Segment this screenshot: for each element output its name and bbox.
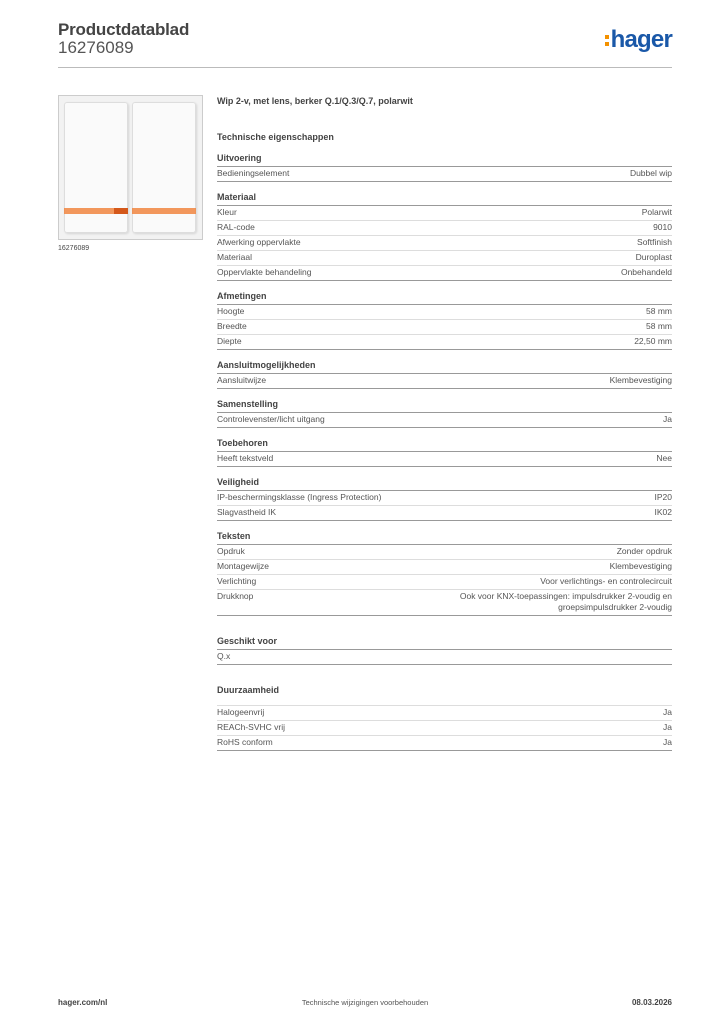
spec-content <box>217 96 672 751</box>
spec-row <box>217 575 672 590</box>
spec-label: Hoogte <box>217 306 245 316</box>
spec-row <box>217 221 672 236</box>
section-heading: Technische eigenschappen <box>217 132 334 142</box>
group-heading: Uitvoering <box>217 153 672 167</box>
spec-value: Ja <box>663 414 672 424</box>
spec-row <box>217 236 672 251</box>
spec-label: Drukknop <box>217 591 254 601</box>
spec-label: Slagvastheid IK <box>217 507 277 517</box>
spec-value: Voor verlichtings- en controlecircuit <box>540 576 672 586</box>
lens-indicator <box>114 208 128 214</box>
spec-value: 22,50 mm <box>634 336 672 346</box>
spec-row <box>217 590 672 616</box>
spec-value: 58 mm <box>646 306 672 316</box>
spec-row <box>217 506 672 521</box>
product-image <box>58 95 203 240</box>
spec-row <box>217 452 672 467</box>
spec-row <box>217 305 672 320</box>
group-heading: Samenstelling <box>217 399 672 413</box>
group-heading: Teksten <box>217 531 672 545</box>
spec-row <box>217 545 672 560</box>
spec-value: Onbehandeld <box>620 267 672 277</box>
footer-date: 08.03.2026 <box>631 998 672 1007</box>
spec-row <box>217 374 672 389</box>
spec-row <box>217 206 672 221</box>
spec-value: IP20 <box>654 492 672 502</box>
spec-value: Klembevestiging <box>609 375 672 385</box>
spec-value: Polarwit <box>641 207 672 217</box>
spec-label: IP-beschermingsklasse (Ingress Protection) <box>217 492 382 502</box>
brand-name: hager <box>610 26 672 53</box>
spec-label: Afwerking oppervlakte <box>217 237 301 247</box>
spec-row <box>217 706 672 721</box>
spec-value: IK02 <box>654 507 672 517</box>
rocker-right <box>132 102 196 233</box>
group-heading: Toebehoren <box>217 438 672 452</box>
spec-value: Nee <box>656 453 672 463</box>
rocker-left <box>64 102 128 233</box>
page-footer <box>58 998 672 1012</box>
lens-strip-right <box>132 208 196 214</box>
group-heading: Materiaal <box>217 192 672 206</box>
spec-label: Materiaal <box>217 252 252 262</box>
spec-value: Ja <box>663 737 672 747</box>
image-caption: 16276089 <box>58 245 90 252</box>
group-heading: Afmetingen <box>217 291 672 305</box>
article-number: 16276089 <box>58 38 134 57</box>
spec-row <box>217 721 672 736</box>
spec-value: Dubbel wip <box>629 168 672 178</box>
spec-value: Ook voor KNX-toepassingen: impulsdrukker 2-voudig en groepsimpulsdrukker 2-voudig <box>459 591 672 612</box>
logo-dots-icon <box>605 33 609 47</box>
spec-row <box>217 650 672 665</box>
spec-label: Q.x <box>217 651 231 661</box>
spec-value: 58 mm <box>646 321 672 331</box>
spec-label: REACh-SVHC vrij <box>217 722 286 732</box>
spec-label: Halogeenvrij <box>217 707 265 717</box>
spec-label: Breedte <box>217 321 247 331</box>
spec-label: Oppervlakte behandeling <box>217 267 312 277</box>
spec-label: Opdruk <box>217 546 245 556</box>
spec-row <box>217 266 672 281</box>
spec-value: Ja <box>663 722 672 732</box>
spec-row <box>217 251 672 266</box>
spec-label: Bedieningselement <box>217 168 290 178</box>
hager-logo <box>605 26 672 54</box>
group-heading: Geschikt voor <box>217 636 672 650</box>
spec-label: Aansluitwijze <box>217 375 267 385</box>
spec-label: RoHS conform <box>217 737 273 747</box>
group-divider <box>217 698 672 706</box>
spec-label: RAL-code <box>217 222 255 232</box>
spec-label: Diepte <box>217 336 242 346</box>
spec-row <box>217 560 672 575</box>
footer-url-link[interactable]: hager.com/nl <box>58 998 108 1007</box>
spec-row <box>217 167 672 182</box>
group-heading: Veiligheid <box>217 477 672 491</box>
header-divider <box>58 67 672 68</box>
spec-value: Klembevestiging <box>609 561 672 571</box>
spec-label: Montagewijze <box>217 561 269 571</box>
spec-value: Duroplast <box>635 252 672 262</box>
spec-value: Zonder opdruk <box>616 546 672 556</box>
spec-label: Controlevenster/licht uitgang <box>217 414 325 424</box>
spec-label: Kleur <box>217 207 237 217</box>
spec-row <box>217 736 672 751</box>
spec-row <box>217 320 672 335</box>
spec-label: Heeft tekstveld <box>217 453 274 463</box>
group-heading: Aansluitmogelijkheden <box>217 360 672 374</box>
spec-row <box>217 491 672 506</box>
spec-row <box>217 335 672 350</box>
product-title: Wip 2-v, met lens, berker Q.1/Q.3/Q.7, polarwit <box>217 96 413 106</box>
spec-value: Softfinish <box>637 237 672 247</box>
group-heading: Duurzaamheid <box>217 685 280 695</box>
footer-note: Technische wijzigingen voorbehouden <box>301 998 429 1007</box>
document-title: Productdatablad <box>58 20 190 39</box>
spec-value: 9010 <box>653 222 672 232</box>
spec-value: Ja <box>663 707 672 717</box>
spec-row <box>217 413 672 428</box>
page-header <box>58 20 672 70</box>
spec-label: Verlichting <box>217 576 257 586</box>
